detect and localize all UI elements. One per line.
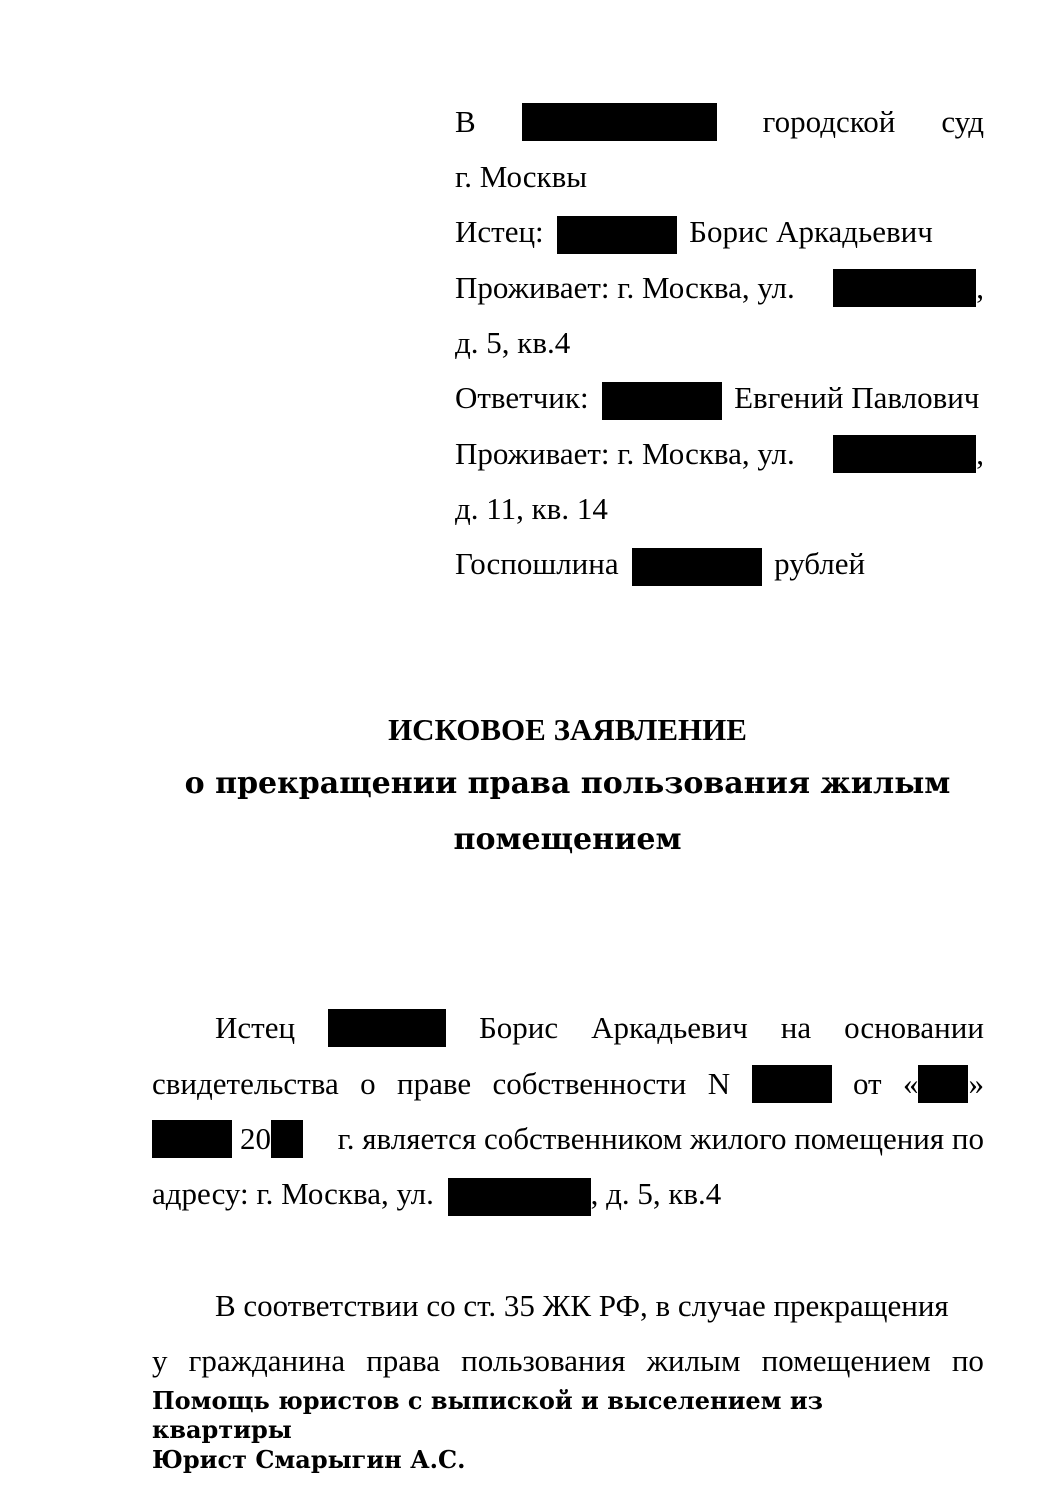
paragraph-line [152, 1174, 721, 1216]
paragraph-line [215, 1008, 984, 1048]
redaction-certificate-day [918, 1065, 968, 1103]
word: N [707, 1066, 731, 1101]
word: Аркадьевич [591, 1010, 748, 1045]
plaintiff-address-line [455, 268, 984, 308]
defendant-address-house: д. 11, кв. 14 [455, 491, 608, 526]
paragraph-text: , д. 5, кв.4 [590, 1176, 722, 1211]
footer-line: Помощь юристов с выпиской и выселением из [152, 1386, 823, 1415]
document-subtitle-line1: о прекращении права пользования жилым [184, 766, 951, 801]
redaction-fee-amount [632, 548, 762, 586]
redaction-certificate-year [271, 1120, 303, 1158]
defendant-label: Ответчик: [455, 380, 589, 415]
court-prefix: В [455, 104, 476, 139]
paragraph-line [152, 1064, 984, 1104]
footer-author: Юрист Смарыгин А.С. [152, 1445, 466, 1474]
court-suffix-word: городской [762, 104, 896, 139]
fee-label: Госпошлина [455, 546, 619, 581]
redaction-plaintiff-surname [328, 1009, 446, 1047]
comma: , [976, 436, 984, 471]
fee-line [455, 544, 865, 586]
word: гражданина [188, 1343, 346, 1378]
defendant-line [455, 378, 979, 420]
comma: , [976, 270, 984, 305]
word: по [951, 1343, 984, 1378]
quote-open: « [902, 1066, 919, 1101]
paragraph-line [152, 1341, 984, 1381]
court-suffix-word: суд [941, 104, 984, 139]
paragraph-text: адресу: г. Москва, ул. [152, 1176, 434, 1211]
footer-line: квартиры [152, 1415, 292, 1444]
quote-close: » [968, 1066, 984, 1101]
word: собственности [492, 1066, 687, 1101]
defendant-address-line [455, 434, 984, 474]
paragraph-line [152, 1119, 984, 1159]
plaintiff-label: Истец: [455, 214, 544, 249]
paragraph-text: г. является собственником жилого помещения по [337, 1121, 984, 1156]
defendant-name: Евгений Павлович [734, 380, 980, 415]
word: свидетельства [152, 1066, 339, 1101]
redaction-defendant-street [833, 435, 976, 473]
document-subtitle-line2: помещением [453, 822, 682, 857]
court-city: г. Москвы [455, 159, 588, 194]
word: на [780, 1010, 812, 1045]
redaction-certificate-month [152, 1120, 232, 1158]
year-prefix: 20 [240, 1121, 271, 1156]
plaintiff-address: Проживает: г. Москва, ул. [455, 270, 795, 305]
plaintiff-name: Борис Аркадьевич [689, 214, 933, 249]
word: жилым [646, 1343, 741, 1378]
paragraph-line: В соответствии со ст. 35 ЖК РФ, в случае прекращения [215, 1288, 949, 1323]
redaction-defendant-surname [602, 382, 722, 420]
word: основании [844, 1010, 984, 1045]
word: права [366, 1343, 441, 1378]
redaction-court-name [522, 103, 717, 141]
word: от [852, 1066, 882, 1101]
redaction-certificate-number [752, 1065, 832, 1103]
word: пользования [461, 1343, 626, 1378]
word: праве [397, 1066, 472, 1101]
plaintiff-line [455, 212, 933, 254]
word: Борис [478, 1010, 559, 1045]
document-title: ИСКОВОЕ ЗАЯВЛЕНИЕ [388, 712, 747, 747]
plaintiff-address-house: д. 5, кв.4 [455, 325, 571, 360]
word: Истец [215, 1010, 296, 1045]
fee-unit: рублей [774, 546, 866, 581]
redaction-street [448, 1178, 591, 1216]
redaction-plaintiff-surname [557, 216, 677, 254]
word: о [360, 1066, 376, 1101]
defendant-address: Проживает: г. Москва, ул. [455, 436, 795, 471]
word: помещением [761, 1343, 931, 1378]
redaction-plaintiff-street [833, 269, 976, 307]
word: у [152, 1343, 168, 1378]
court-line [455, 102, 984, 142]
